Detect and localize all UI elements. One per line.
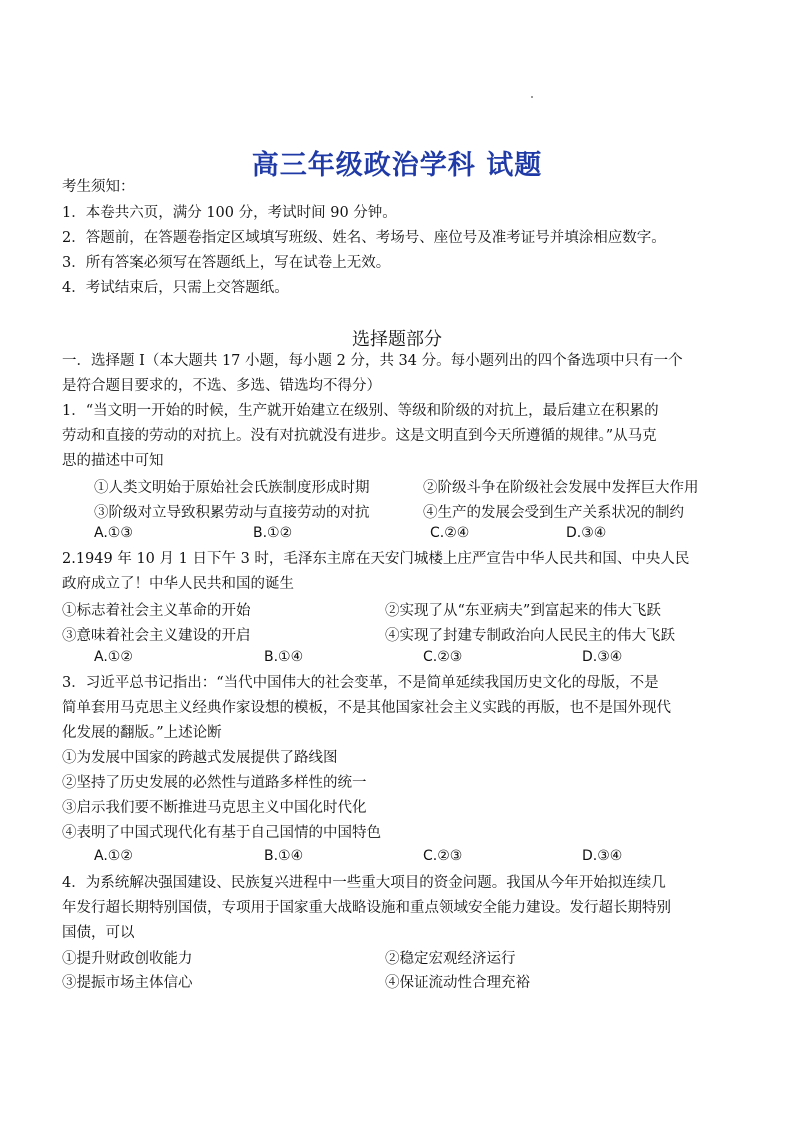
page-dot [531, 96, 533, 98]
q3-option: ②坚持了历史发展的必然性与道路多样性的统一 [62, 775, 367, 791]
q3-stem: 简单套用马克思主义经典作家设想的模板，不是其他国家社会主义实践的再版，也不是国外现代 [62, 700, 671, 716]
q1-answer-d: D.③④ [566, 525, 607, 541]
q1-stem: 1．“当文明一开始的时候，生产就开始建立在级别、等级和阶级的对抗上，最后建立在积累的 [62, 403, 659, 419]
q2-answer-d: D.③④ [582, 649, 623, 665]
q1-option: ③阶级对立导致积累劳动与直接劳动的对抗 [94, 505, 370, 521]
q2-stem: 政府成立了！中华人民共和国的诞生 [62, 576, 294, 592]
q2-option: ④实现了封建专制政治向人民民主的伟大飞跃 [385, 628, 675, 644]
q2-option: ①标志着社会主义革命的开始 [62, 603, 251, 619]
q1-stem: 劳动和直接的劳动的对抗上。没有对抗就没有进步。这是文明直到今天所遵循的规律。”从马克 [62, 428, 657, 444]
q3-answer-b: B.①④ [264, 848, 304, 864]
q2-answer-c: C.②③ [423, 649, 463, 665]
q3-stem: 3．习近平总书记指出：“当代中国伟大的社会变革，不是简单延续我国历史文化的母版，不是 [62, 675, 659, 691]
q1-answer-b: B.①② [253, 525, 293, 541]
q1-answer-c: C.②④ [430, 525, 470, 541]
q3-option: ③启示我们要不断推进马克思主义中国化时代化 [62, 800, 367, 816]
q4-stem: 4．为系统解决强国建设、民族复兴进程中一些重大项目的资金问题。我国从今年开始拟连续几 [62, 875, 666, 891]
notice-item: 2．答题前，在答题卷指定区域填写班级、姓名、考场号、座位号及准考证号并填涂相应数字。 [62, 230, 666, 246]
q1-option: ②阶级斗争在阶级社会发展中发挥巨大作用 [423, 480, 699, 496]
notice-heading: 考生须知： [62, 179, 135, 195]
q4-stem: 国债，可以 [62, 925, 135, 941]
q2-option: ③意味着社会主义建设的开启 [62, 628, 251, 644]
q4-option: ③提振市场主体信心 [62, 975, 193, 991]
q1-option: ④生产的发展会受到生产关系状况的制约 [423, 505, 684, 521]
q2-answer-b: B.①④ [264, 649, 304, 665]
notice-item: 3．所有答案必须写在答题纸上，写在试卷上无效。 [62, 255, 391, 271]
q2-answer-a: A.①② [94, 649, 133, 665]
q3-answer-d: D.③④ [582, 848, 623, 864]
q4-option: ②稳定宏观经济运行 [385, 951, 516, 967]
q1-option: ①人类文明始于原始社会氏族制度形成时期 [94, 480, 370, 496]
q4-option: ①提升财政创收能力 [62, 951, 193, 967]
q3-stem: 化发展的翻版。”上述论断 [62, 725, 222, 741]
q3-option: ④表明了中国式现代化有基于自己国情的中国特色 [62, 825, 381, 841]
q3-answer-c: C.②③ [423, 848, 463, 864]
q4-option: ④保证流动性合理充裕 [385, 975, 530, 991]
q4-stem: 年发行超长期特别国债，专项用于国家重大战略设施和重点领域安全能力建设。发行超长期特别 [62, 900, 671, 916]
q1-answer-a: A.①③ [94, 525, 133, 541]
q3-answer-a: A.①② [94, 848, 133, 864]
q3-option: ①为发展中国家的跨越式发展提供了路线图 [62, 750, 338, 766]
section-title: 选择题部分 [352, 329, 442, 350]
section-intro: 是符合题目要求的，不选、多选、错选均不得分） [62, 378, 381, 394]
q1-stem: 思的描述中可知 [62, 453, 164, 469]
notice-item: 4．考试结束后，只需上交答题纸。 [62, 280, 289, 296]
section-intro: 一．选择题 I（本大题共 17 小题，每小题 2 分，共 34 分。每小题列出的四个备选项中只有一个 [62, 353, 683, 369]
notice-item: 1．本卷共六页，满分 100 分，考试时间 90 分钟。 [62, 205, 397, 221]
q2-option: ②实现了从“东亚病夫”到富起来的伟大飞跃 [385, 603, 661, 619]
q2-stem: 2.1949 年 10 月 1 日下午 3 时，毛泽东主席在天安门城楼上庄严宣告中华人民共和国、中央人民 [62, 551, 690, 567]
page-title: 高三年级政治学科 试题 [251, 150, 543, 181]
